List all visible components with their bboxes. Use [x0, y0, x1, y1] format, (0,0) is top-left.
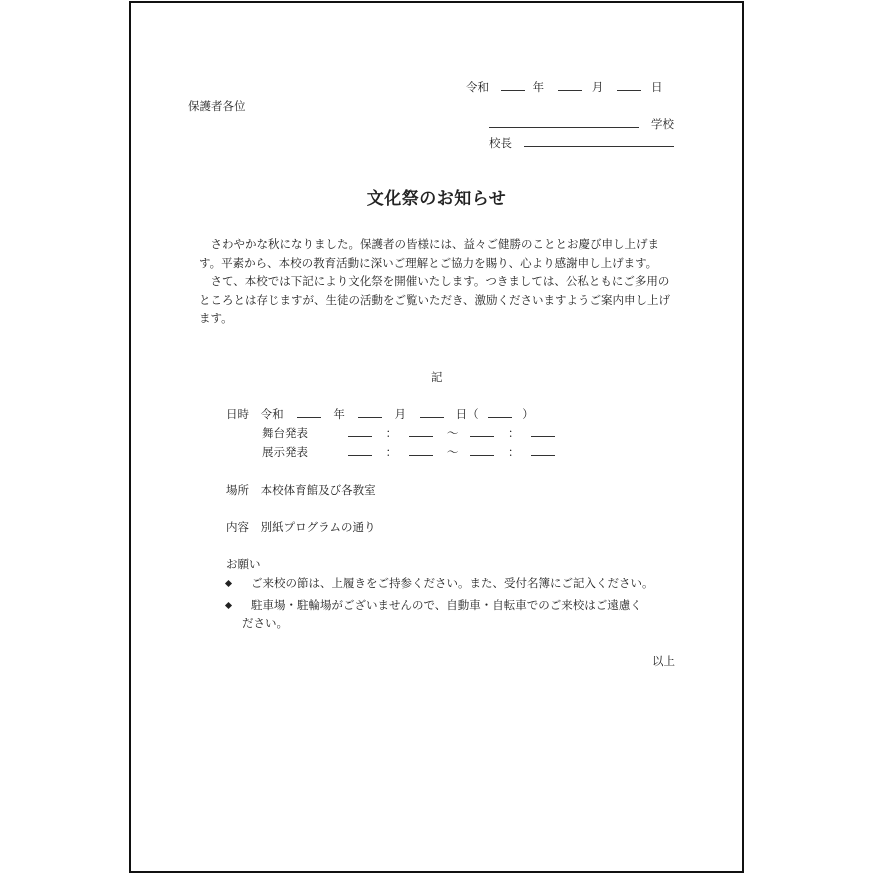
date-line: [466, 79, 662, 95]
event-month-blank: [358, 407, 382, 418]
stage-colon-2: ：: [507, 426, 520, 440]
recipient: 保護者各位: [188, 99, 246, 113]
body-paragraph-2: さて、本校では下記により文化祭を開催いたします。つきましては、公私ともにご多用のところとは存じますが、生徒の活動をご覧いただき、激励くださいますようご案内申し上げます。: [199, 274, 671, 325]
exhibit-colon-1: ：: [385, 445, 398, 459]
request-item-1: [226, 574, 654, 592]
content-row: [226, 519, 376, 535]
request-item-1-text: ご来校の節は、上履きをご持参ください。また、受付名簿にご記入ください。: [251, 576, 654, 590]
school-line: [489, 116, 674, 132]
event-year-blank: [297, 407, 321, 418]
body-paragraph-1: さわやかな秋になりました。保護者の皆様には、益々ご健勝のこととお慶び申し上げます。平素から、本校の教育活動に深いご理解とご協力を賜り、心より感謝申し上げます。: [199, 237, 659, 270]
requests-heading: お願い: [226, 557, 261, 571]
stage-time-row: [262, 425, 555, 441]
stage-tilde: 〜: [446, 426, 459, 440]
date-day-label: 日: [650, 80, 663, 94]
date-year-label: 年: [532, 80, 545, 94]
body-text: [199, 235, 679, 328]
diamond-bullet-icon: [225, 579, 232, 586]
diamond-bullet-icon: [225, 601, 232, 608]
request-item-2-continued: ださい。: [242, 616, 288, 630]
stage-end-min-blank: [531, 426, 555, 437]
request-item-2-text-line1: 駐車場・駐輪場がございませんので、自動車・自転車でのご来校はご遠慮く: [251, 598, 642, 612]
exhibit-end-hour-blank: [470, 445, 494, 456]
document-title: 文化祭のお知らせ: [366, 189, 507, 209]
exhibit-colon-2: ：: [507, 445, 520, 459]
date-label: 日時: [226, 407, 249, 421]
stage-label: 舞台発表: [262, 426, 308, 440]
exhibit-start-min-blank: [409, 445, 433, 456]
school-label: 学校: [651, 117, 674, 131]
exhibit-tilde: 〜: [446, 445, 459, 459]
document-page: [129, 1, 744, 873]
exhibit-end-min-blank: [531, 445, 555, 456]
date-day-blank: [617, 80, 641, 91]
closing-text: 以上: [652, 654, 675, 668]
principal-name-blank: [524, 136, 674, 147]
principal-label: 校長: [489, 136, 512, 150]
stage-start-hour-blank: [348, 426, 372, 437]
event-era: 令和: [260, 407, 284, 421]
date-month-label: 月: [591, 80, 604, 94]
stage-colon-1: ：: [385, 426, 398, 440]
principal-line: [489, 135, 674, 151]
content-label: 内容: [226, 520, 249, 534]
stage-start-min-blank: [409, 426, 433, 437]
exhibit-start-hour-blank: [348, 445, 372, 456]
exhibit-label: 展示発表: [262, 445, 308, 459]
event-day-blank: [420, 407, 444, 418]
stage-end-hour-blank: [470, 426, 494, 437]
date-month-blank: [558, 80, 582, 91]
event-year-label: 年: [333, 407, 345, 421]
event-close-paren: ）: [522, 407, 534, 421]
event-day-label: 日（: [455, 407, 479, 421]
content-value: 別紙プログラムの通り: [260, 520, 376, 534]
ki-label: 記: [431, 370, 443, 384]
place-label: 場所: [226, 483, 249, 497]
exhibit-time-row: [262, 444, 555, 460]
event-weekday-blank: [488, 407, 512, 418]
request-item-2: [226, 596, 642, 614]
place-row: [226, 482, 376, 498]
school-name-blank: [489, 117, 639, 128]
date-era: 令和: [466, 80, 489, 94]
date-year-blank: [501, 80, 525, 91]
event-month-label: 月: [394, 407, 406, 421]
event-date-row: [226, 406, 534, 422]
place-value: 本校体育館及び各教室: [260, 483, 376, 497]
